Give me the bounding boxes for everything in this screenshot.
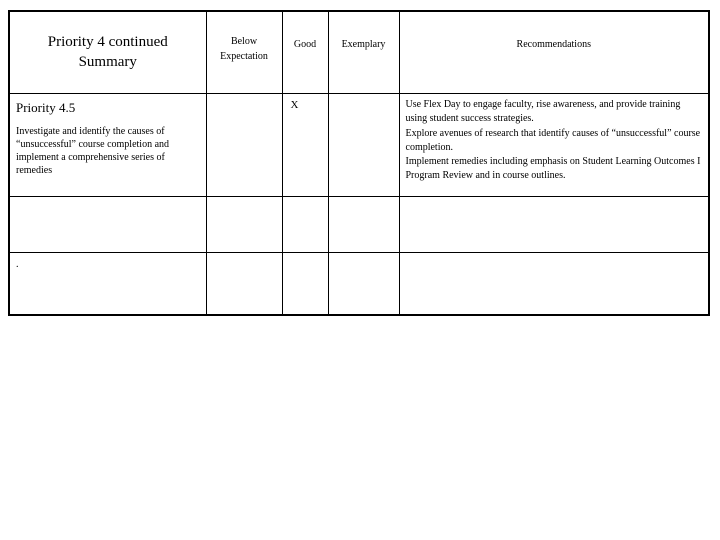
empty-cell — [282, 197, 328, 253]
empty-cell — [399, 197, 709, 253]
table-row — [9, 94, 709, 197]
empty-cell — [206, 253, 282, 316]
empty-cell — [282, 253, 328, 316]
row-marker: . — [9, 253, 206, 316]
rubric-table — [8, 10, 710, 316]
recommendation-item: Use Flex Day to engage faculty, rise awareness, and provide training using student success strategies. — [405, 99, 681, 125]
priority-description: Investigate and identify the causes of “unsuccessful” course completion and implement a comprehensive series of remedies — [16, 126, 170, 176]
column-header-good: Good — [282, 11, 328, 94]
empty-cell — [9, 197, 206, 253]
column-header-below-line1: Below — [230, 36, 258, 47]
priority-heading: Priority 4.5 — [16, 100, 76, 115]
recommendation-item: Explore avenues of research that identify causes of “unsuccessful” course completion. — [405, 127, 701, 153]
table-row-empty — [9, 253, 709, 316]
empty-cell — [328, 197, 399, 253]
good-rating-mark: X — [282, 94, 328, 197]
column-header-exemplary: Exemplary — [328, 11, 399, 94]
column-header-recommendations: Recommendations — [399, 11, 709, 94]
recommendations-cell — [399, 94, 709, 197]
exemplary-cell — [328, 94, 399, 197]
recommendation-item: Implement remedies including emphasis on Student Learning Outcomes I Program Review and in course outlines. — [405, 156, 701, 182]
table-title-cell — [9, 11, 206, 94]
empty-cell — [328, 253, 399, 316]
below-expectation-cell — [206, 94, 282, 197]
table-title-line2: Summary — [78, 54, 137, 70]
empty-cell — [206, 197, 282, 253]
table-row-empty — [9, 197, 709, 253]
column-header-below-line2: Expectation — [220, 51, 268, 62]
column-header-below-expectation — [206, 11, 282, 94]
header-row — [9, 11, 709, 94]
table-title-line1: Priority 4 continued — [47, 34, 168, 50]
empty-cell — [399, 253, 709, 316]
priority-cell — [9, 94, 206, 197]
